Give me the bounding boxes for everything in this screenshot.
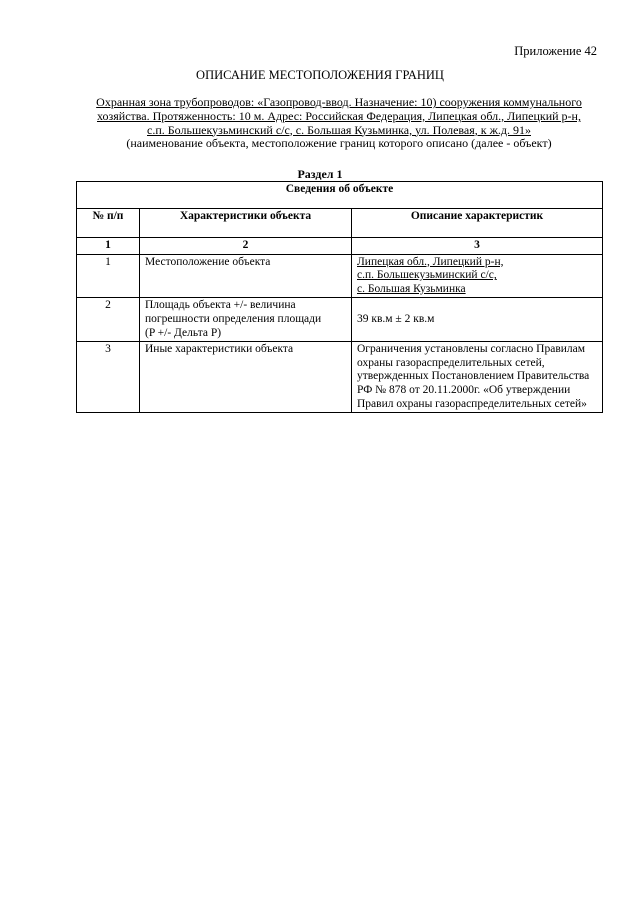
cell-line: погрешности определения площади — [145, 312, 322, 325]
object-name-block — [80, 96, 598, 151]
cell-line: утвержденных Постановлением Правительства — [357, 370, 590, 383]
cell-line: с.п. Большекузьминский с/с, — [357, 269, 497, 282]
column-header: № п/п — [77, 209, 140, 238]
column-header: Характеристики объекта — [140, 209, 352, 238]
column-header: Описание характеристик — [352, 209, 603, 238]
row-number: 3 — [77, 342, 140, 413]
column-number-row — [77, 238, 603, 255]
row-number: 1 — [77, 254, 140, 298]
table-caption: Сведения об объекте — [77, 182, 603, 209]
row-description — [352, 254, 603, 298]
table-row — [77, 298, 603, 342]
object-name-line: с.п. Большекузьминский с/с, с. Большая Кузьминка, ул. Полевая, к ж.д. 91» — [147, 122, 531, 137]
cell-line: Ограничения установлены согласно Правилам — [357, 343, 586, 356]
table-row — [77, 342, 603, 413]
appendix-label: Приложение 42 — [514, 44, 597, 58]
column-number: 1 — [77, 238, 140, 255]
column-number: 3 — [352, 238, 603, 255]
cell-line: Иные характеристики объекта — [145, 343, 294, 356]
cell-line: Площадь объекта +/- величина — [145, 299, 296, 312]
table-header-row — [77, 209, 603, 238]
cell-line: (P +/- Дельта P) — [145, 326, 222, 339]
object-name-caption: (наименование объекта, местоположение границ которого описано (далее - объект) — [126, 136, 552, 151]
column-number: 2 — [140, 238, 352, 255]
cell-line: с. Большая Кузьминка — [357, 282, 466, 295]
row-characteristic — [140, 298, 352, 342]
row-description — [352, 342, 603, 413]
table-row — [77, 254, 603, 298]
section-title: Раздел 1 — [297, 167, 343, 181]
row-description — [352, 298, 603, 342]
document-title: ОПИСАНИЕ МЕСТОПОЛОЖЕНИЯ ГРАНИЦ — [196, 68, 444, 82]
cell-line: Липецкая обл., Липецкий р-н, — [357, 255, 504, 268]
table-caption-row — [77, 182, 603, 209]
object-name-line: Охранная зона трубопроводов: «Газопровод-ввод. Назначение: 10) сооружения коммунального — [96, 95, 582, 109]
row-characteristic — [140, 254, 352, 298]
row-number: 2 — [77, 298, 140, 342]
cell-line: Местоположение объекта — [145, 255, 271, 268]
cell-line: РФ № 878 от 20.11.2000г. «Об утверждении — [357, 383, 571, 396]
object-info-table — [76, 181, 603, 413]
row-characteristic — [140, 342, 352, 413]
cell-line: Правил охраны газораспределительных сетей» — [357, 397, 587, 410]
object-name-line: хозяйства. Протяженность: 10 м. Адрес: Российская Федерация, Липецкая обл., Липецкий р-н, — [97, 108, 581, 123]
cell-line: 39 кв.м ± 2 кв.м — [357, 312, 435, 325]
cell-line: охраны газораспределительных сетей, — [357, 356, 545, 369]
